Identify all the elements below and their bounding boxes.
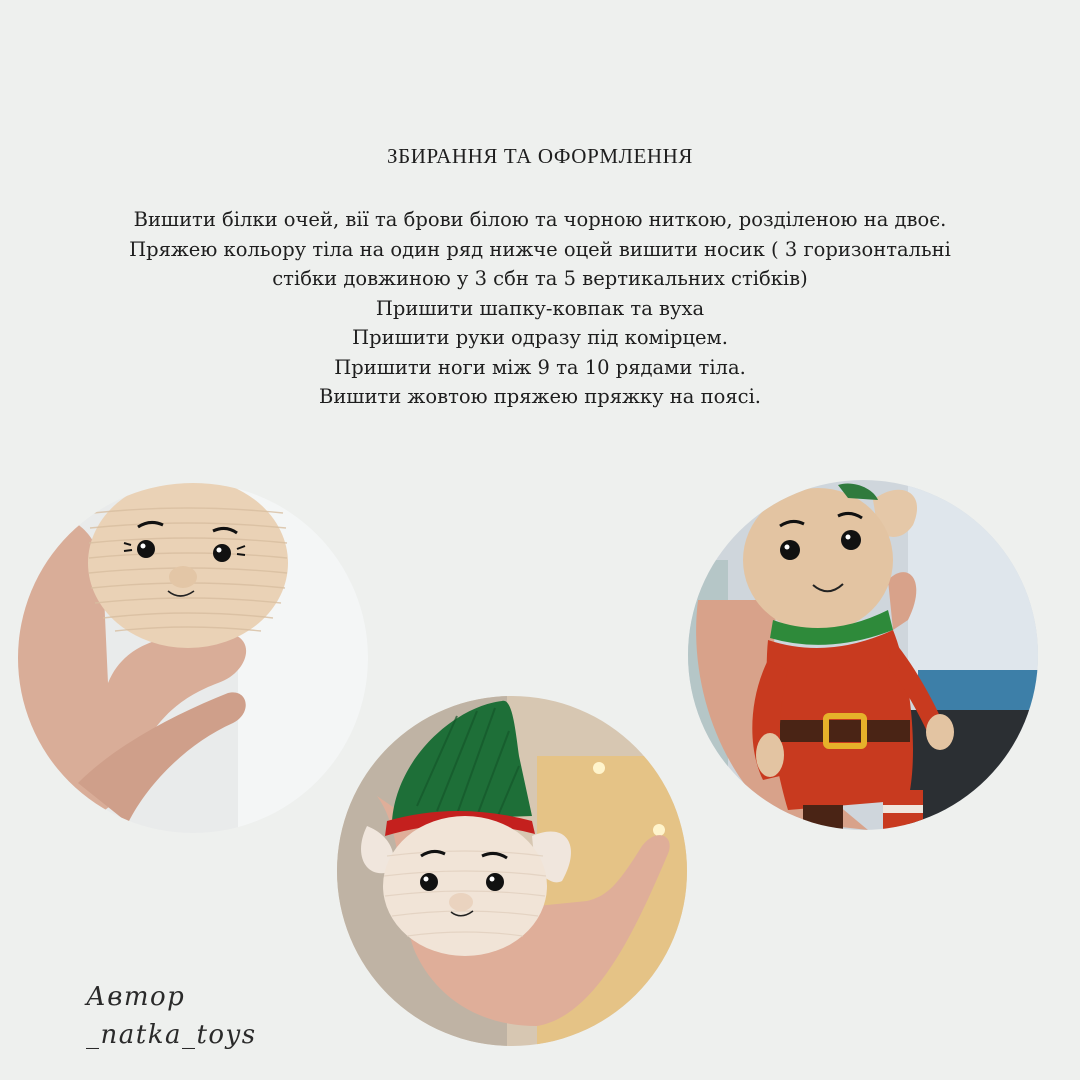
author-credit	[86, 978, 257, 1054]
instruction-line: Вишити жовтою пряжею пряжку на поясі.	[318, 385, 762, 408]
instruction-line: Пришити руки одразу під комірцем.	[352, 326, 728, 349]
photo-crocheted-head	[18, 483, 368, 833]
instructions-text	[10, 205, 1070, 412]
photo-finished-elf	[688, 480, 1038, 830]
page-title: ЗБИРАННЯ ТА ОФОРМЛЕННЯ	[386, 144, 694, 168]
instruction-line: Пряжею кольору тіла на один ряд нижче оцей вишити носик ( 3 горизонтальні	[129, 237, 951, 261]
instruction-line: Пришити шапку-ковпак та вуха	[375, 296, 705, 320]
instruction-line: Вишити білки очей, вії та брови білою та чорною ниткою, розділеною на двоє.	[133, 208, 947, 231]
author-label: Автор	[86, 982, 186, 1012]
photo-elf-head-with-hat	[337, 696, 687, 1046]
author-handle: _natka_toys	[86, 1020, 257, 1050]
instruction-line: стібки довжиною у 3 сбн та 5 вертикальних стібків)	[272, 267, 808, 290]
instruction-line: Пришити ноги між 9 та 10 рядами тіла.	[334, 355, 746, 379]
